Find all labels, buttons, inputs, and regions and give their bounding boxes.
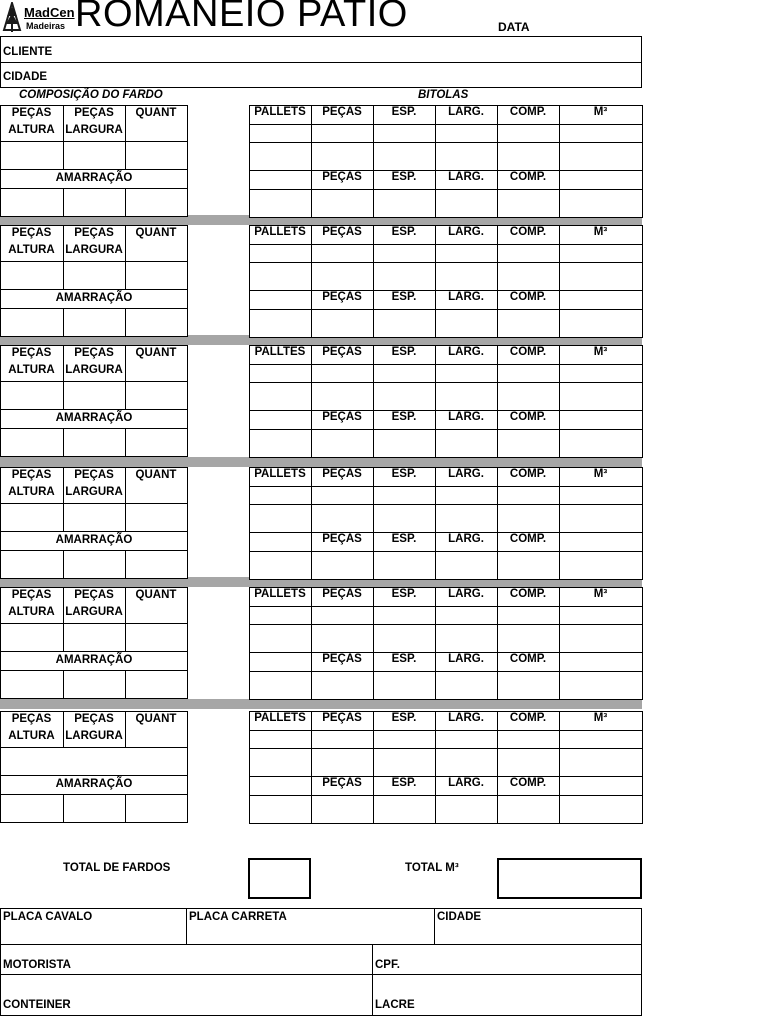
bale-block-1-right-input-cell[interactable]: [373, 142, 436, 171]
bale-block-5-right-input-cell[interactable]: [311, 671, 374, 700]
bale-block-2-amarracao-label: AMARRAÇÃO: [55, 292, 133, 304]
bale-block-5-left-input-cell[interactable]: [0, 623, 64, 652]
bale-block-3-right-input-cell[interactable]: [559, 382, 643, 411]
bale-block-5-right-subheader-cell: [249, 652, 312, 672]
bale-block-6-m3-label: M³: [593, 712, 608, 724]
bale-block-6-pallets-label: PALLETS: [254, 712, 306, 724]
bale-block-4-right-input-cell[interactable]: [373, 486, 436, 505]
bale-block-3-pecas-altura-label: PEÇAS: [11, 347, 52, 359]
bale-block-6-amarracao-input-cell[interactable]: [125, 794, 188, 823]
total-m3-label: TOTAL M³: [405, 862, 459, 874]
bale-block-3-right-input-cell[interactable]: [373, 429, 436, 458]
bale-block-2-comp-label: COMP.: [509, 226, 547, 238]
bale-block-1-pecas-largura-label: PEÇAS: [74, 107, 114, 119]
bale-block-5-esp-label: ESP.: [391, 588, 417, 600]
bale-block-2-sub-esp-label: ESP.: [391, 291, 417, 303]
bale-block-3-right-input-cell[interactable]: [497, 382, 560, 411]
bale-block-3-esp-label: ESP.: [391, 346, 417, 358]
bale-block-4-esp-label: ESP.: [391, 468, 417, 480]
bale-block-4-amarracao-label: AMARRAÇÃO: [55, 534, 133, 546]
bale-block-2-right-subheader-cell: [249, 290, 312, 310]
composition-heading: COMPOSIÇÃO DO FARDO: [19, 89, 163, 101]
bale-block-6-left-input-row[interactable]: [0, 747, 188, 776]
bale-block-1-altura-label: ALTURA: [8, 124, 55, 136]
bale-block-4-altura-label: ALTURA: [8, 486, 55, 498]
bale-block-5-right-input-cell[interactable]: [497, 671, 560, 700]
bale-block-2-altura-label: ALTURA: [8, 244, 55, 256]
bale-block-5-amarracao-input-cell[interactable]: [63, 670, 126, 699]
city-field[interactable]: [0, 62, 642, 88]
bale-block-2-m3-label: M³: [593, 226, 608, 238]
bale-block-6-right-input-cell[interactable]: [373, 795, 436, 824]
bale-block-4-pecas-altura-label: PEÇAS: [11, 469, 52, 481]
driver-field[interactable]: [0, 944, 373, 975]
bale-block-5-pecas-label: PEÇAS: [322, 588, 362, 600]
bale-block-1-left-input-cell[interactable]: [0, 141, 64, 170]
bale-block-1-pallets-label: PALLETS: [254, 106, 306, 118]
bale-block-6-right-input-cell[interactable]: [249, 748, 312, 777]
client-label: CLIENTE: [3, 46, 53, 58]
bale-block-6-right-input-cell[interactable]: [311, 730, 374, 749]
bale-block-1-right-input-cell[interactable]: [249, 124, 312, 143]
bale-block-1-right-input-cell[interactable]: [497, 189, 560, 218]
bale-block-2-right-input-cell[interactable]: [249, 262, 312, 291]
bale-block-5-pecas-altura-label: PEÇAS: [11, 589, 52, 601]
bale-block-5-pallets-label: PALLETS: [254, 588, 306, 600]
bale-block-4-largura-label: LARGURA: [65, 486, 123, 498]
bale-block-4-comp-label: COMP.: [509, 468, 547, 480]
bale-block-3-sub-larg-label: LARG.: [448, 411, 484, 423]
bale-block-5-right-input-cell[interactable]: [435, 624, 498, 653]
bale-block-5-right-input-cell[interactable]: [311, 606, 374, 625]
bale-block-1-right-input-cell[interactable]: [497, 142, 560, 171]
bale-block-5-left-input-cell[interactable]: [125, 623, 188, 652]
bale-block-4-pallets-label: PALLETS: [254, 468, 306, 480]
bale-block-1-amarracao-input-cell[interactable]: [0, 188, 64, 217]
bale-block-2-right-input-cell[interactable]: [435, 262, 498, 291]
bale-block-1-esp-label: ESP.: [391, 106, 417, 118]
bale-block-1-comp-label: COMP.: [509, 106, 547, 118]
bale-block-1-right-input-cell[interactable]: [249, 142, 312, 171]
bale-block-5-right-input-cell[interactable]: [373, 606, 436, 625]
bale-block-2-right-input-cell[interactable]: [373, 244, 436, 263]
total-bales-label: TOTAL DE FARDOS: [63, 862, 171, 874]
bale-block-2-pecas-label: PEÇAS: [322, 226, 362, 238]
bale-block-6-sub-esp-label: ESP.: [391, 777, 417, 789]
bale-block-2-right-input-cell[interactable]: [373, 262, 436, 291]
bale-block-2-right-input-cell[interactable]: [559, 309, 643, 338]
bale-block-1-largura-label: LARGURA: [65, 124, 123, 136]
bale-block-6-right-input-cell[interactable]: [559, 748, 643, 777]
bale-block-1-sub-esp-label: ESP.: [391, 171, 417, 183]
bale-block-3-left-input-cell[interactable]: [63, 381, 126, 410]
bale-block-5-right-input-cell[interactable]: [249, 624, 312, 653]
container-field[interactable]: [0, 974, 373, 1016]
bale-block-5-sub-pecas-label: PEÇAS: [322, 653, 362, 665]
bale-block-4-right-input-cell[interactable]: [311, 551, 374, 580]
bale-block-4-pecas-label: PEÇAS: [322, 468, 362, 480]
bale-block-2-largura-label: LARGURA: [65, 244, 123, 256]
logo-subtext: Madeiras: [26, 21, 66, 31]
date-label: DATA: [498, 20, 530, 34]
container-label: CONTEINER: [3, 999, 71, 1011]
bale-block-3-right-input-cell[interactable]: [559, 364, 643, 383]
bale-block-6-right-input-cell[interactable]: [311, 748, 374, 777]
bale-block-3-right-input-cell[interactable]: [497, 429, 560, 458]
bale-block-4-right-input-cell[interactable]: [435, 551, 498, 580]
bale-block-3-pecas-label: PEÇAS: [322, 346, 362, 358]
seal-label: LACRE: [375, 999, 415, 1011]
bale-block-5-right-subheader-cell: [559, 652, 643, 672]
bale-block-2-right-input-cell[interactable]: [249, 309, 312, 338]
bale-block-2-sub-pecas-label: PEÇAS: [322, 291, 362, 303]
bale-block-3-right-input-cell[interactable]: [373, 364, 436, 383]
logo-text: MadCen: [24, 5, 75, 20]
bale-block-3-right-input-cell[interactable]: [435, 429, 498, 458]
bale-block-6-esp-label: ESP.: [391, 712, 417, 724]
seal-field[interactable]: [372, 974, 642, 1016]
bale-block-6-largura-label: LARGURA: [65, 730, 123, 742]
bale-block-2-right-input-cell[interactable]: [373, 309, 436, 338]
bale-block-5-right-input-cell[interactable]: [497, 624, 560, 653]
bale-block-2-sub-comp-label: COMP.: [509, 291, 547, 303]
bale-block-2-quant-label: QUANT: [135, 227, 177, 239]
bale-block-4-right-input-cell[interactable]: [373, 551, 436, 580]
bale-block-6-right-input-cell[interactable]: [497, 748, 560, 777]
bale-block-3-amarracao-input-cell[interactable]: [63, 428, 126, 457]
bale-block-4-sub-larg-label: LARG.: [448, 533, 484, 545]
bale-block-6-quant-label: QUANT: [135, 713, 177, 725]
bale-block-6-right-input-cell[interactable]: [249, 795, 312, 824]
bale-block-2-right-input-cell[interactable]: [311, 262, 374, 291]
bale-block-3-right-input-cell[interactable]: [311, 382, 374, 411]
bale-block-5-sub-comp-label: COMP.: [509, 653, 547, 665]
bale-block-4-right-input-cell[interactable]: [559, 504, 643, 533]
footer-city-field[interactable]: [434, 908, 642, 945]
bale-block-5-right-input-cell[interactable]: [559, 671, 643, 700]
bale-block-5-comp-label: COMP.: [509, 588, 547, 600]
bale-block-1-right-input-cell[interactable]: [311, 189, 374, 218]
bale-block-4-right-input-cell[interactable]: [435, 504, 498, 533]
bale-block-6-right-input-cell[interactable]: [373, 748, 436, 777]
bale-block-3-left-input-cell[interactable]: [0, 381, 64, 410]
bale-block-4-right-input-cell[interactable]: [249, 504, 312, 533]
bale-block-1-amarracao-label: AMARRAÇÃO: [55, 172, 133, 184]
bale-block-2-amarracao-input-cell[interactable]: [63, 308, 126, 337]
bale-block-4-left-input-cell[interactable]: [0, 503, 64, 532]
bale-block-6-pecas-altura-label: PEÇAS: [11, 713, 52, 725]
bale-block-2-right-input-cell[interactable]: [497, 244, 560, 263]
bale-block-6-comp-label: COMP.: [509, 712, 547, 724]
bale-block-3-sub-pecas-label: PEÇAS: [322, 411, 362, 423]
bale-block-6-right-input-cell[interactable]: [249, 730, 312, 749]
gauges-heading: BITOLAS: [418, 89, 469, 101]
bale-block-3-right-input-cell[interactable]: [249, 382, 312, 411]
bale-block-4-larg-label: LARG.: [448, 468, 484, 480]
bale-block-4-right-input-cell[interactable]: [311, 486, 374, 505]
bale-block-3-right-subheader-cell: [559, 410, 643, 430]
bale-block-3-right-input-cell[interactable]: [311, 429, 374, 458]
bale-block-1-right-input-cell[interactable]: [311, 124, 374, 143]
bale-block-6-sub-larg-label: LARG.: [448, 777, 484, 789]
bale-block-3-left-input-cell[interactable]: [125, 381, 188, 410]
bale-block-4-right-subheader-cell: [559, 532, 643, 552]
bale-block-6-amarracao-label: AMARRAÇÃO: [55, 778, 133, 790]
bale-block-3-larg-label: LARG.: [448, 346, 484, 358]
bale-block-3-right-input-cell[interactable]: [559, 429, 643, 458]
bale-block-4-right-input-cell[interactable]: [497, 551, 560, 580]
bale-block-6-right-input-cell[interactable]: [311, 795, 374, 824]
bale-block-2-right-input-cell[interactable]: [249, 244, 312, 263]
bale-block-2-right-input-cell[interactable]: [435, 244, 498, 263]
bale-block-5-left-input-cell[interactable]: [63, 623, 126, 652]
placa-cavalo-label: PLACA CAVALO: [3, 911, 93, 923]
bale-block-5-right-input-cell[interactable]: [373, 671, 436, 700]
bale-block-1-pecas-altura-label: PEÇAS: [11, 107, 52, 119]
cpf-label: CPF.: [375, 959, 400, 971]
bale-block-4-sub-comp-label: COMP.: [509, 533, 547, 545]
bale-block-5-amarracao-input-cell[interactable]: [125, 670, 188, 699]
bale-block-4-amarracao-input-cell[interactable]: [63, 550, 126, 579]
block-separator: [0, 457, 642, 467]
bale-block-3-amarracao-input-cell[interactable]: [0, 428, 64, 457]
bale-block-5-pecas-largura-label: PEÇAS: [74, 589, 114, 601]
bale-block-3-right-input-cell[interactable]: [373, 382, 436, 411]
bale-block-1-quant-label: QUANT: [135, 107, 177, 119]
bale-block-3-amarracao-label: AMARRAÇÃO: [55, 412, 133, 424]
bale-block-3-right-input-cell[interactable]: [249, 364, 312, 383]
bale-block-2-amarracao-input-cell[interactable]: [125, 308, 188, 337]
bale-block-1-larg-label: LARG.: [448, 106, 484, 118]
bale-block-2-right-input-cell[interactable]: [497, 262, 560, 291]
bale-block-5-sub-larg-label: LARG.: [448, 653, 484, 665]
bale-block-4-sub-esp-label: ESP.: [391, 533, 417, 545]
bale-block-4-left-input-cell[interactable]: [125, 503, 188, 532]
total-m3-input[interactable]: [497, 858, 642, 899]
bale-block-6-right-input-cell[interactable]: [497, 730, 560, 749]
bale-block-4-right-input-cell[interactable]: [559, 486, 643, 505]
bale-block-6-right-input-cell[interactable]: [435, 730, 498, 749]
block-separator: [0, 699, 642, 709]
cpf-field[interactable]: [372, 944, 642, 975]
bale-block-2-esp-label: ESP.: [391, 226, 417, 238]
bale-block-5-sub-esp-label: ESP.: [391, 653, 417, 665]
bale-block-2-left-input-cell[interactable]: [125, 261, 188, 290]
bale-block-2-pecas-largura-label: PEÇAS: [74, 227, 114, 239]
page-title: ROMANEIO PATIO: [75, 0, 408, 35]
bale-block-2-right-input-cell[interactable]: [311, 309, 374, 338]
bale-block-1-right-subheader-cell: [559, 170, 643, 190]
bale-block-5-amarracao-input-cell[interactable]: [0, 670, 64, 699]
placa-carreta-field[interactable]: [186, 908, 435, 945]
bale-block-2-pecas-altura-label: PEÇAS: [11, 227, 52, 239]
bale-block-1-right-input-cell[interactable]: [373, 124, 436, 143]
bale-block-2-right-input-cell[interactable]: [559, 244, 643, 263]
bale-block-5-quant-label: QUANT: [135, 589, 177, 601]
bale-block-6-sub-pecas-label: PEÇAS: [322, 777, 362, 789]
bale-block-4-right-input-cell[interactable]: [249, 551, 312, 580]
bale-block-3-right-input-cell[interactable]: [311, 364, 374, 383]
bale-block-1-right-input-cell[interactable]: [435, 189, 498, 218]
bale-block-1-right-input-cell[interactable]: [497, 124, 560, 143]
bale-block-6-right-input-cell[interactable]: [435, 795, 498, 824]
bale-block-2-amarracao-input-cell[interactable]: [0, 308, 64, 337]
bale-block-2-larg-label: LARG.: [448, 226, 484, 238]
bale-block-3-m3-label: M³: [593, 346, 608, 358]
driver-label: MOTORISTA: [3, 959, 71, 971]
bale-block-6-right-input-cell[interactable]: [373, 730, 436, 749]
bale-block-1-left-input-cell[interactable]: [63, 141, 126, 170]
bale-block-6-amarracao-input-cell[interactable]: [0, 794, 64, 823]
bale-block-5-right-input-cell[interactable]: [559, 606, 643, 625]
bale-block-1-right-input-cell[interactable]: [559, 124, 643, 143]
bale-block-2-sub-larg-label: LARG.: [448, 291, 484, 303]
bale-block-1-right-input-cell[interactable]: [559, 142, 643, 171]
bale-block-2-right-input-cell[interactable]: [435, 309, 498, 338]
bale-block-3-comp-label: COMP.: [509, 346, 547, 358]
bale-block-3-right-input-cell[interactable]: [435, 382, 498, 411]
bale-block-1-right-input-cell[interactable]: [559, 189, 643, 218]
bale-block-6-right-input-cell[interactable]: [497, 795, 560, 824]
bale-block-3-quant-label: QUANT: [135, 347, 177, 359]
bale-block-1-sub-comp-label: COMP.: [509, 171, 547, 183]
bale-block-6-pecas-label: PEÇAS: [322, 712, 362, 724]
bale-block-1-left-input-cell[interactable]: [125, 141, 188, 170]
bale-block-1-sub-larg-label: LARG.: [448, 171, 484, 183]
bale-block-2-right-input-cell[interactable]: [559, 262, 643, 291]
bale-block-4-pecas-largura-label: PEÇAS: [74, 469, 114, 481]
bale-block-5-altura-label: ALTURA: [8, 606, 55, 618]
bale-block-1-amarracao-input-cell[interactable]: [125, 188, 188, 217]
city-label: CIDADE: [3, 71, 48, 83]
bale-block-6-right-subheader-cell: [559, 776, 643, 796]
bale-block-1-sub-pecas-label: PEÇAS: [322, 171, 362, 183]
pine-tree-icon: [4, 3, 20, 32]
bale-block-4-amarracao-input-cell[interactable]: [125, 550, 188, 579]
bale-block-5-right-input-cell[interactable]: [249, 606, 312, 625]
footer-city-label: CIDADE: [437, 911, 482, 923]
bale-block-4-m3-label: M³: [593, 468, 608, 480]
bale-block-3-right-input-cell[interactable]: [435, 364, 498, 383]
bale-block-6-right-input-cell[interactable]: [559, 730, 643, 749]
bale-block-4-right-subheader-cell: [249, 532, 312, 552]
bale-block-3-right-subheader-cell: [249, 410, 312, 430]
bale-block-3-sub-comp-label: COMP.: [509, 411, 547, 423]
bale-block-1-right-input-cell[interactable]: [373, 189, 436, 218]
bale-block-5-right-input-cell[interactable]: [559, 624, 643, 653]
bale-block-2-pallets-label: PALLETS: [254, 226, 306, 238]
bale-block-3-altura-label: ALTURA: [8, 364, 55, 376]
bale-block-4-right-input-cell[interactable]: [435, 486, 498, 505]
bale-block-6-amarracao-input-cell[interactable]: [63, 794, 126, 823]
bale-block-4-right-input-cell[interactable]: [373, 504, 436, 533]
bale-block-3-amarracao-input-cell[interactable]: [125, 428, 188, 457]
total-bales-input[interactable]: [248, 858, 311, 899]
bale-block-1-m3-label: M³: [593, 106, 608, 118]
bale-block-4-right-input-cell[interactable]: [249, 486, 312, 505]
bale-block-2-right-subheader-cell: [559, 290, 643, 310]
bale-block-4-right-input-cell[interactable]: [311, 504, 374, 533]
bale-block-4-right-input-cell[interactable]: [497, 504, 560, 533]
placa-carreta-label: PLACA CARRETA: [189, 911, 287, 923]
bale-block-5-right-input-cell[interactable]: [435, 606, 498, 625]
bale-block-3-pecas-largura-label: PEÇAS: [74, 347, 114, 359]
bale-block-5-m3-label: M³: [593, 588, 608, 600]
bale-block-4-quant-label: QUANT: [135, 469, 177, 481]
bale-block-1-pecas-label: PEÇAS: [322, 106, 362, 118]
bale-block-3-largura-label: LARGURA: [65, 364, 123, 376]
bale-block-6-right-subheader-cell: [249, 776, 312, 796]
bale-block-4-sub-pecas-label: PEÇAS: [322, 533, 362, 545]
bale-block-5-larg-label: LARG.: [448, 588, 484, 600]
bale-block-1-amarracao-input-cell[interactable]: [63, 188, 126, 217]
bale-block-5-right-input-cell[interactable]: [373, 624, 436, 653]
bale-block-1-right-subheader-cell: [249, 170, 312, 190]
bale-block-3-right-input-cell[interactable]: [249, 429, 312, 458]
bale-block-5-largura-label: LARGURA: [65, 606, 123, 618]
bale-block-6-larg-label: LARG.: [448, 712, 484, 724]
bale-block-3-right-input-cell[interactable]: [497, 364, 560, 383]
bale-block-6-pecas-largura-label: PEÇAS: [74, 713, 114, 725]
bale-block-4-right-input-cell[interactable]: [497, 486, 560, 505]
bale-block-1-right-input-cell[interactable]: [311, 142, 374, 171]
bale-block-6-right-input-cell[interactable]: [435, 748, 498, 777]
bale-block-2-left-input-cell[interactable]: [63, 261, 126, 290]
bale-block-5-right-input-cell[interactable]: [497, 606, 560, 625]
bale-block-6-sub-comp-label: COMP.: [509, 777, 547, 789]
bale-block-4-right-input-cell[interactable]: [559, 551, 643, 580]
bale-block-2-right-input-cell[interactable]: [497, 309, 560, 338]
placa-cavalo-field[interactable]: [0, 908, 187, 945]
client-field[interactable]: [0, 36, 642, 63]
bale-block-1-right-input-cell[interactable]: [249, 189, 312, 218]
bale-block-4-left-input-cell[interactable]: [63, 503, 126, 532]
bale-block-5-right-input-cell[interactable]: [311, 624, 374, 653]
bale-block-6-right-input-cell[interactable]: [559, 795, 643, 824]
bale-block-4-amarracao-input-cell[interactable]: [0, 550, 64, 579]
bale-block-2-right-input-cell[interactable]: [311, 244, 374, 263]
bale-block-1-right-input-cell[interactable]: [435, 142, 498, 171]
bale-block-6-altura-label: ALTURA: [8, 730, 55, 742]
bale-block-3-sub-esp-label: ESP.: [391, 411, 417, 423]
bale-block-2-left-input-cell[interactable]: [0, 261, 64, 290]
bale-block-5-right-input-cell[interactable]: [249, 671, 312, 700]
bale-block-5-right-input-cell[interactable]: [435, 671, 498, 700]
bale-block-3-pallets-label: PALLTES: [254, 346, 306, 358]
bale-block-5-amarracao-label: AMARRAÇÃO: [55, 654, 133, 666]
bale-block-1-right-input-cell[interactable]: [435, 124, 498, 143]
company-logo: [2, 2, 76, 39]
